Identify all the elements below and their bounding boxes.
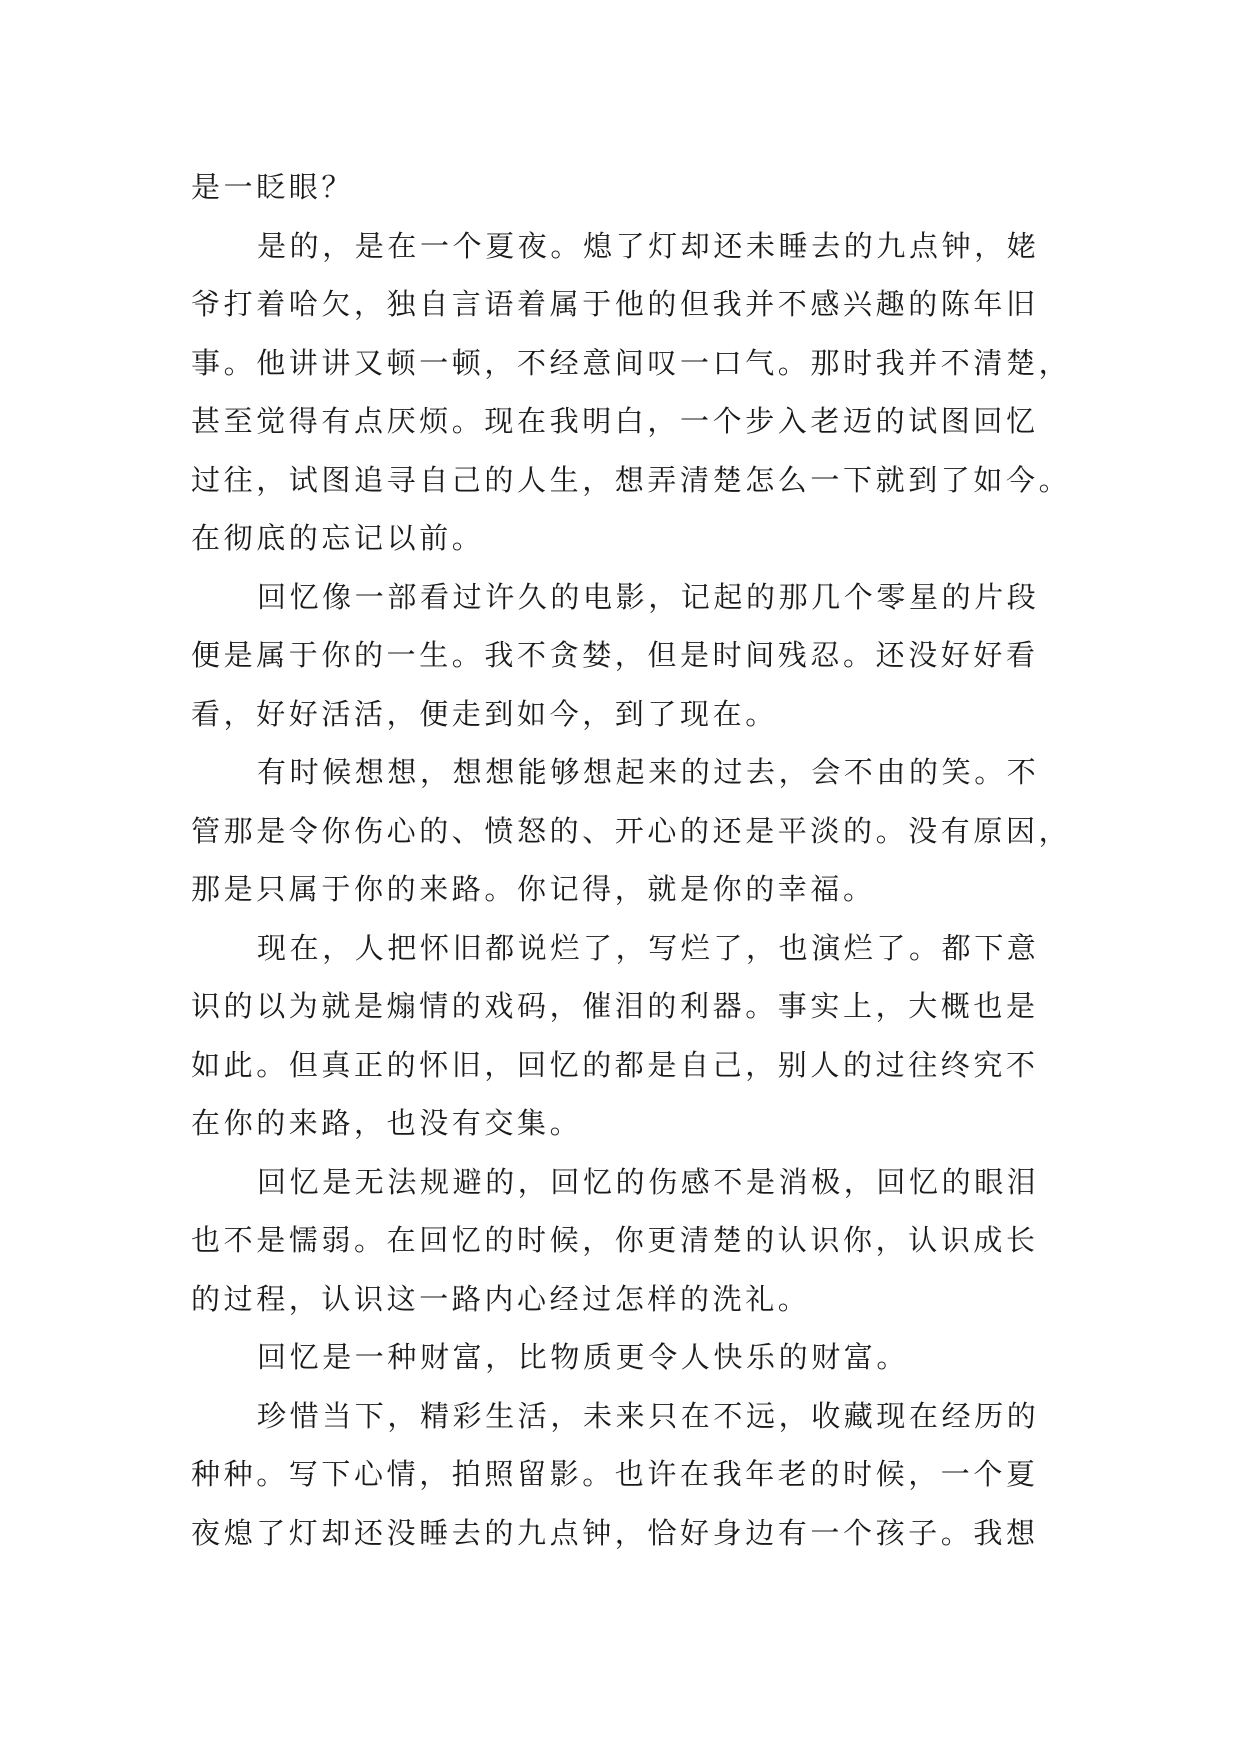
- text-line: 有时候想想，想想能够想起来的过去，会不由的笑。不: [257, 755, 1040, 789]
- text-line: 珍惜当下，精彩生活，未来只在不远，收藏现在经历的: [257, 1398, 1040, 1433]
- text-line: 的过程，认识这一路内心经过怎样的洗礼。: [191, 1281, 811, 1316]
- text-line: 看，好好活活，便走到如今，到了现在。: [191, 696, 778, 731]
- text-line: 是的，是在一个夏夜。熄了灯却还未睡去的九点钟，姥: [257, 228, 1040, 263]
- text-line: 种种。写下心情，拍照留影。也许在我年老的时候，一个夏: [191, 1457, 1039, 1491]
- text-line: 也不是懦弱。在回忆的时候，你更清楚的认识你，认识成长: [191, 1223, 1039, 1257]
- text-line: 管那是令你伤心的、愤怒的、开心的还是平淡的。没有原因，: [191, 813, 1072, 848]
- text-line: 在你的来路，也没有交集。: [191, 1106, 583, 1140]
- text-line: 事。他讲讲又顿一顿，不经意间叹一口气。那时我并不清楚，: [191, 345, 1072, 380]
- text-line: 如此。但真正的怀旧，回忆的都是自己，别人的过往终究不: [191, 1047, 1039, 1082]
- text-line: 识的以为就是煽情的戏码，催泪的利器。事实上，大概也是: [191, 989, 1039, 1023]
- text-line: 回忆像一部看过许久的电影，记起的那几个零星的片段: [257, 579, 1040, 614]
- text-line: 现在，人把怀旧都说烂了，写烂了，也演烂了。都下意: [257, 930, 1040, 965]
- essay-body: [191, 158, 1072, 1562]
- text-line: 爷打着哈欠，独自言语着属于他的但我并不感兴趣的陈年旧: [191, 287, 1039, 321]
- text-line: 那是只属于你的来路。你记得，就是你的幸福。: [191, 872, 876, 906]
- text-line: 过往，试图追寻自己的人生，想弄清楚怎么一下就到了如今。: [191, 462, 1072, 497]
- text-line: 在彻底的忘记以前。: [191, 521, 485, 555]
- text-line: 便是属于你的一生。我不贪婪，但是时间残忍。还没好好看: [191, 638, 1039, 672]
- text-line: 甚至觉得有点厌烦。现在我明白，一个步入老迈的试图回忆: [191, 404, 1039, 438]
- text-line: 夜熄了灯却还没睡去的九点钟，恰好身边有一个孩子。我想: [191, 1515, 1039, 1550]
- text-line: 回忆是无法规避的，回忆的伤感不是消极，回忆的眼泪: [257, 1164, 1040, 1199]
- text-line: 是一眨眼？: [191, 170, 355, 204]
- text-line: 回忆是一种财富，比物质更令人快乐的财富。: [257, 1340, 910, 1374]
